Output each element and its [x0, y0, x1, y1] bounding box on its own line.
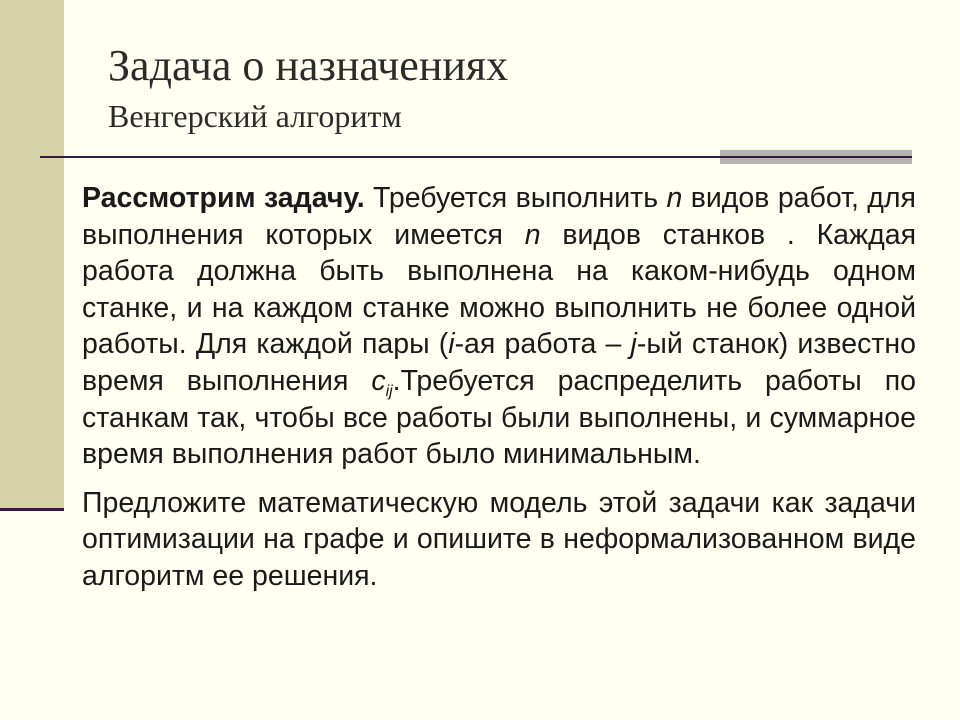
var-c: c — [371, 364, 386, 397]
slide-subtitle: Венгерский алгоритм — [108, 98, 402, 134]
left-decorative-band — [0, 0, 64, 510]
title-block — [108, 38, 508, 138]
var-n: n — [524, 218, 541, 251]
text-fragment: видов станков . Каждая работа должна быть выполнена на каком-нибудь одном станке, и на каждом станке можно выполнить не более одной работы. Для каждой пары ( — [82, 218, 916, 361]
task-prompt: Предложите математическую модель этой задачи как задачи оптимизации на графе и опишите в неформализованном виде алгоритм ее решения. — [82, 486, 916, 592]
text-fragment: .Требуется распределить работы по станкам так, чтобы все работы были выполнены, и суммарное время выполнения работ было минимальным. — [82, 364, 916, 471]
text-fragment: -ый станок) известно время выполнения — [82, 328, 916, 397]
text-fragment: видов работ, для выполнения которых имеется — [82, 182, 916, 251]
problem-statement — [82, 180, 916, 473]
text-fragment: Требуется выполнить — [364, 182, 667, 214]
var-i: i — [448, 328, 455, 361]
slide-title: Задача о назначениях — [108, 41, 509, 90]
text-fragment: -ая работа – — [454, 328, 631, 361]
var-ij-subscript: ij — [385, 382, 393, 400]
problem-lead: Рассмотрим задачу. — [82, 182, 365, 214]
left-band-underline — [0, 508, 64, 511]
divider-accent-line — [720, 156, 912, 158]
slide-body — [82, 180, 916, 607]
var-n: n — [666, 182, 683, 214]
var-j: j — [630, 328, 637, 361]
